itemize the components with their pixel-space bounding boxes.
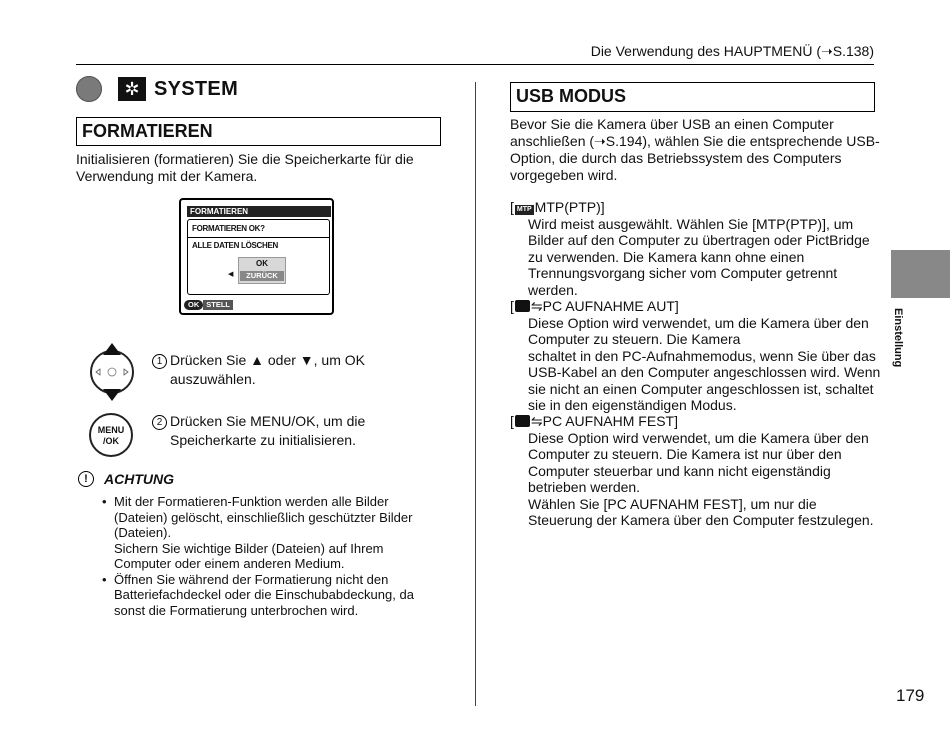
step-1-number: 1: [152, 354, 167, 369]
option-description: Wird meist ausgewählt. Wählen Sie [MTP(PTP)], um Bilder auf den Computer zu übertragen oder PictBridge zu verwenden. Die Kamera kann ohne einen Trennungsvorgang sicher vom Computer getrennt werden.: [528, 215, 870, 298]
usb-modus-heading: USB MODUS: [510, 82, 875, 112]
option-description-part: Diese Option wird verwendet, um die Kamera über den Computer zu steuern. Die Kamera: [528, 314, 869, 347]
chapter-label: [884, 308, 914, 378]
gear-icon: ✲: [118, 77, 146, 101]
caution-item-text: Mit der Formatieren-Funktion werden alle Bilder (Dateien) gelöscht, einschließlich geschützter Bilder (Dateien).: [114, 494, 413, 540]
screen-title: FORMATIEREN: [187, 206, 331, 217]
option-description-part: Diese Option wird verwendet, um die Kamera über den Computer zu steuern. Die Kamera ist nur über den Computer steuerbar und kann nicht eigenständig betrieben werden.: [528, 429, 869, 495]
chapter-tab: [891, 250, 950, 298]
option-description-part: schaltet in den PC-Aufnahmemodus, wenn Sie über das USB-Kabel an den Computer angeschlossen wird. Wenn sie nicht an einen Computer angeschlossen ist, schaltet sie in den eigenständigen Modus.: [528, 347, 881, 413]
formatieren-intro: Initialisieren (formatieren) Sie die Speicherkarte für die Verwendung mit der Kamera.: [76, 151, 414, 184]
screen-divider: [188, 237, 329, 238]
option-label: PC AUFNAHM FEST]: [542, 413, 678, 429]
option-description: [510, 430, 882, 529]
section-heading: [76, 75, 238, 103]
formatieren-heading: FORMATIEREN: [76, 117, 441, 146]
camera-screen-illustration: [179, 198, 334, 315]
screen-ok-badge: OK: [184, 300, 203, 310]
usb-plug-icon: ⇋: [530, 298, 543, 314]
step-2: [152, 412, 452, 450]
option-description-part: Wählen Sie [PC AUFNAHM FEST], um nur die Steuerung der Kamera über den Computer festzulegen.: [528, 495, 874, 528]
option-label: PC AUFNAHME AUT]: [542, 298, 679, 314]
step-2-text: Drücken Sie MENU/OK, um die: [170, 413, 366, 429]
caution-heading: [78, 471, 174, 487]
step-1-text: Drücken Sie ▲ oder ▼, um OK: [170, 352, 366, 368]
step-2-text-cont: Speicherkarte zu initialisieren.: [170, 432, 356, 448]
usb-option-pc-aufnahm-fest: [ ⇋PC AUFNAHM FEST] Diese Option wird verwendet, um die Kamera über den Computer zu steuern. Die Kamera ist nur über den Computer steuerbar und kann nicht eigenständig betrieben werden. Wählen Sie [PC AUFNAHM FEST], um nur die Steuerung der Kamera über den Computer festzulegen.: [510, 413, 882, 529]
column-divider: [475, 82, 476, 706]
mtp-icon: MTP: [516, 206, 532, 213]
screen-options: [238, 257, 286, 284]
screen-left-arrow-icon: ◀: [228, 271, 234, 278]
screen-ok-option: OK: [256, 259, 268, 268]
caution-item: • Öffnen Sie während der Formatierung nicht den Batteriefachdeckel oder die Einschubabdeckung, da sonst die Formatierung unterbrochen wird.: [102, 572, 437, 619]
ok-label: /OK: [102, 436, 119, 446]
screen-question: FORMATIEREN OK?: [192, 224, 265, 233]
section-title: SYSTEM: [154, 77, 239, 100]
option-label: MTP(PTP)]: [534, 199, 605, 215]
screen-footer-label: STELL: [203, 300, 233, 310]
dpad-icon: [88, 342, 136, 402]
warning-icon: !: [78, 471, 94, 487]
header-rule: [76, 64, 874, 65]
screen-footer: [184, 299, 233, 310]
caution-list: [102, 494, 437, 618]
caution-item: [102, 494, 437, 572]
step-1-text-cont: auszuwählen.: [170, 371, 256, 387]
menu-ok-button-icon: [89, 413, 133, 457]
step-1: [152, 351, 452, 389]
screen-back-option: ZURÜCK: [240, 271, 284, 281]
camera-icon: [515, 415, 530, 427]
camera-auto-icon: [515, 300, 530, 312]
menu-label: MENU: [97, 425, 125, 435]
screen-dialog: [187, 219, 330, 295]
step-2-number: 2: [152, 415, 167, 430]
page-number: 179: [896, 686, 925, 705]
caution-item-extra: Sichern Sie wichtige Bilder (Dateien) auf Ihrem Computer oder einem anderen Medium.: [114, 540, 384, 571]
usb-option-mtp: [ MTP MTP(PTP)] Wird meist ausgewählt. Wählen Sie [MTP(PTP)], um Bilder auf den Computer zu übertragen oder PictBridge zu verwenden. Die Kamera kann ohne einen Trennungsvorgang sicher vom Computer getrennt werden.: [510, 199, 882, 298]
option-description: [510, 315, 882, 414]
usb-option-pc-aufnahme-aut: [ ⇋PC AUFNAHME AUT] Diese Option wird verwendet, um die Kamera über den Computer zu steuern. Die Kamera schaltet in den PC-Aufnahmemodus, wenn Sie über das USB-Kabel an den Computer angeschlossen wird. Wenn sie nicht an einen Computer angeschlossen ist, schaltet sie in den eigenständigen Modus.: [510, 298, 881, 413]
section-marker-icon: [76, 76, 102, 102]
chapter-label-text: Einstellung: [892, 308, 904, 368]
caution-title: ACHTUNG: [104, 471, 174, 487]
usb-intro: Bevor Sie die Kamera über USB an einen Computer anschließen (➝S.194), wählen Sie die entsprechende USB-Option, die durch das Betriebssystem des Computers vorgegeben wird.: [510, 116, 880, 183]
screen-warning: ALLE DATEN LÖSCHEN: [192, 241, 279, 250]
running-header: Die Verwendung des HAUPTMENÜ (➝S.138): [590, 43, 874, 59]
usb-plug-icon: ⇋: [530, 413, 543, 429]
